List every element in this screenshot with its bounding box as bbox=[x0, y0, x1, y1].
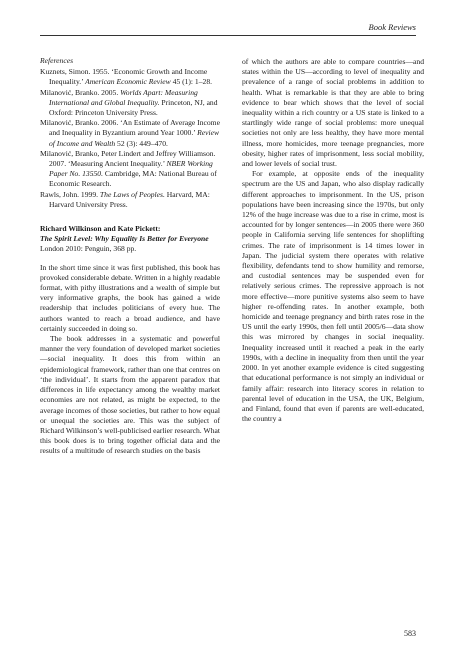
review-book-title: The Spirit Level: Why Equality Is Better for Everyone bbox=[40, 234, 209, 244]
right-column bbox=[242, 57, 424, 424]
reference-item: Milanović, Branko. 2006. ‘An Estimate of Average Income and Inequality in Byzantium around Year 1000.’ Review of Income and Wealth 52 (3): 449–470. bbox=[40, 118, 220, 148]
running-head: Book Reviews bbox=[368, 22, 416, 32]
page-number: 583 bbox=[404, 629, 416, 638]
body-paragraph: For example, at opposite ends of the inequality spectrum are the US and Japan, who also display radically different approaches to imprisonment. In the US, prison populations have been increasing since the 1970s, but only 12% of the huge increase was due to a rise in crime, most is accounted for by longer sentences—in 2005 there were 360 people in California serving life sentences for shoplifting crimes. The rate of imprisonment is 14 times lower in Japan. The judicial system there operates with relative flexibility, defendants tend to show humility and remorse, and custodial sentences may be suspended even for relatively serious crimes. The repressive approach is not more effective—more punitive systems also seem to have higher re-offending rates. In another example, both homicide and teenage pregnancy and birth rates rose in the US until the early 1990s, then fell until 2005/6—data show this was mirrored by changes in social inequality. Inequality increased until it reached a peak in the early 1990s, with a decline in inequality from then until the year 2000. In yet another example evidence is cited suggesting that educational performance is not simply an individual or family affair: research into literacy scores in relation to parental level of education in the USA, the UK, Belgium, and Finland, found that even if parents are well-educated, the country a bbox=[242, 169, 424, 424]
body-paragraph: The book addresses in a systematic and powerful manner the very foundation of developed market societies—social inequality. It does this from within an epidemiological framework, rather than one that centres on ‘the individual’. It starts from the apparent paradox that differences in life expectancy among the wealthy market economies are not related, as might be expected, to the average incomes of those societies, but rather to how equal or unequal the societies are. This was the subject of Richard Wilkinson’s well-publicised earlier research. What this book does is to bring together official data and the results of a multitude of research studies on the basis bbox=[40, 334, 220, 456]
reference-item: Kuznets, Simon. 1955. ‘Economic Growth and Income Inequality.’ American Economic Review 45 (1): 1–28. bbox=[40, 67, 213, 87]
body-paragraph: of which the authors are able to compare countries—and states within the US—according to level of inequality and prevalence of a range of social problems in addition to health. What is remarkable is that they are able to bring evidence to bear which shows that the level of social inequality within a rich country or a US state is linked to a startlingly wide range of social problems: more unequal societies not only are less healthy, they have more mental illness, more homicides, more teenage pregnancies, more obesity, higher rates of imprisonment, less social mobility, and lower levels of social trust. bbox=[242, 57, 424, 169]
left-column bbox=[40, 56, 220, 457]
reference-item: Milanović, Branko, Peter Lindert and Jeffrey Williamson. 2007. ‘Measuring Ancient Inequality.’ NBER Working Paper No. 13550. Cambridge, MA: National Bureau of Economic Research. bbox=[40, 148, 217, 189]
header-rule bbox=[40, 35, 416, 36]
review-publication: London 2010: Penguin, 368 pp. bbox=[40, 244, 137, 254]
reference-item: Rawls, John. 1999. The Laws of Peoples. Harvard, MA: Harvard University Press. bbox=[40, 189, 210, 209]
review-heading bbox=[40, 224, 220, 255]
body-paragraph: In the short time since it was first published, this book has provoked considerable debate. Written in a highly readable format, with pithy illustrations and a wealth of simple but very informative graphs, the book has gained a wide readership that includes politicians of every hue. The authors wanted to reach a broad audience, and have certainly succeeded in doing so. bbox=[40, 262, 220, 333]
references-heading: References bbox=[40, 56, 74, 65]
review-authors: Richard Wilkinson and Kate Pickett: bbox=[40, 224, 161, 234]
reference-item: Milanović, Branko. 2005. Worlds Apart: Measuring International and Global Inequality. Princeton, NJ, and Oxford: Princeton University Press. bbox=[40, 87, 218, 118]
reference-list bbox=[40, 67, 220, 210]
